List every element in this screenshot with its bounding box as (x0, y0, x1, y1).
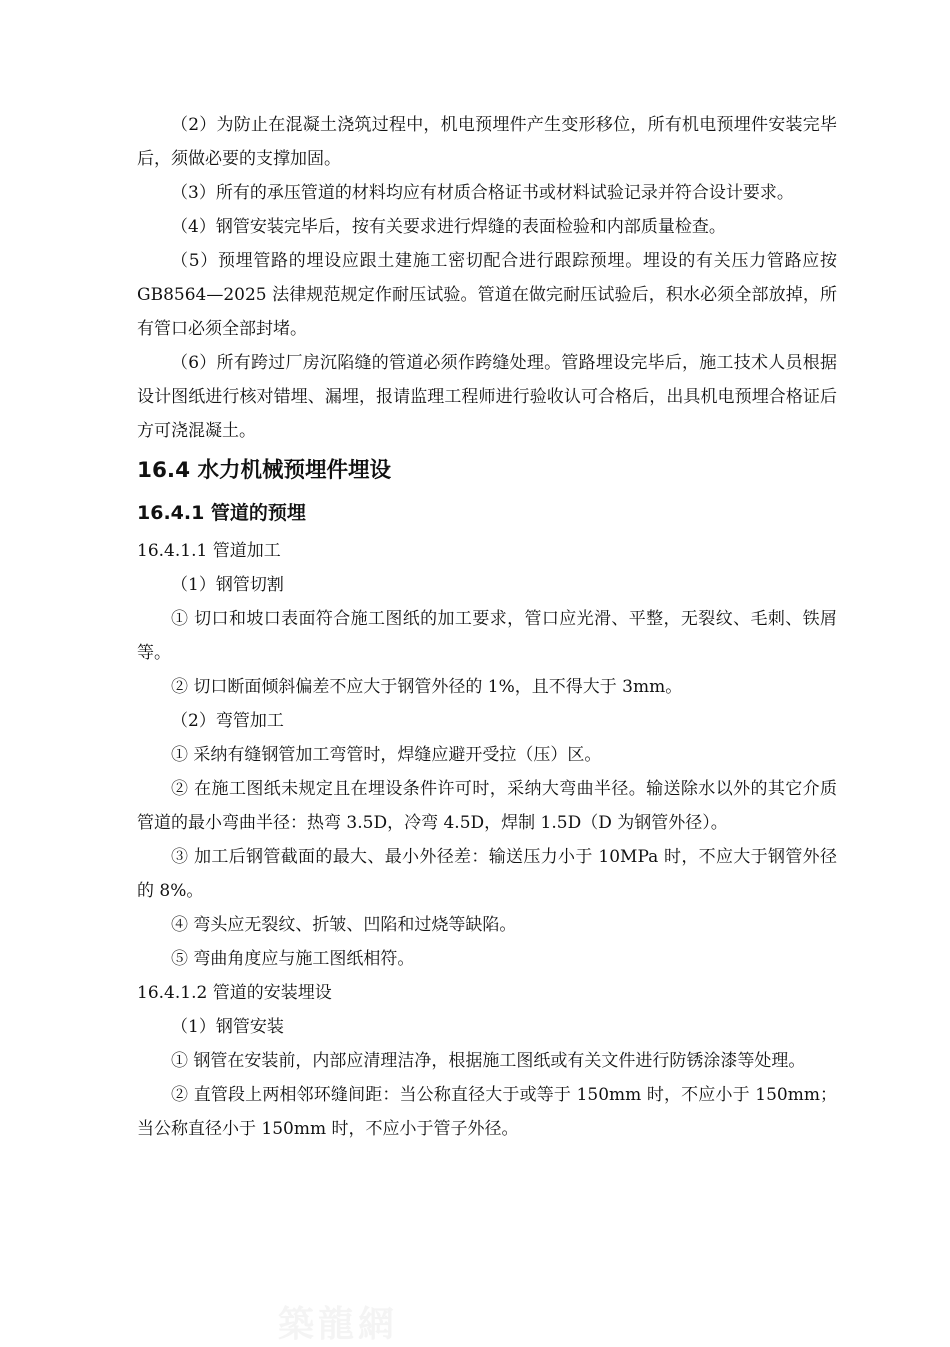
sub-subsection-heading-installation: 16.4.1.2 管道的安装埋设 (137, 983, 332, 1003)
bending-item-2: ② 在施工图纸未规定且在埋设条件许可时，采纳大弯曲半径。输送除水以外的其它介质管道的最小弯曲半径：热弯 3.5D，冷弯 4.5D，焊制 1.5D（D 为钢管外径）。 (137, 779, 837, 833)
section-heading: 16.4 水力机械预埋件埋设 (137, 458, 392, 483)
steel-pipe-installation-heading: （1）钢管安装 (171, 1017, 284, 1037)
pipe-bending-heading: （2）弯管加工 (171, 711, 284, 731)
paragraph-item-3: （3）所有的承压管道的材料均应有材质合格证书或材料试验记录并符合设计要求。 (171, 183, 794, 203)
bending-item-1: ① 采纳有缝钢管加工弯管时，焊缝应避开受拉（压）区。 (171, 745, 602, 765)
document-page (137, 108, 837, 1146)
cutting-item-1: ① 切口和坡口表面符合施工图纸的加工要求，管口应光滑、平整，无裂纹、毛刺、铁屑等。 (137, 609, 837, 663)
watermark-logo: 築龍網 (278, 1303, 399, 1345)
paragraph-item-6: （6）所有跨过厂房沉陷缝的管道必须作跨缝处理。管路埋设完毕后，施工技术人员根据设计图纸进行核对错埋、漏埋，报请监理工程师进行验收认可合格后，出具机电预埋合格证后方可浇混凝土。 (137, 353, 837, 441)
bending-item-4: ④ 弯头应无裂纹、折皱、凹陷和过烧等缺陷。 (171, 915, 517, 935)
paragraph-item-4: （4）钢管安装完毕后，按有关要求进行焊缝的表面检验和内部质量检查。 (171, 217, 726, 237)
steel-pipe-cutting-heading: （1）钢管切割 (171, 575, 284, 595)
bending-item-5: ⑤ 弯曲角度应与施工图纸相符。 (171, 949, 415, 969)
sub-subsection-heading-processing: 16.4.1.1 管道加工 (137, 541, 281, 561)
installation-item-1: ① 钢管在安装前，内部应清理洁净，根据施工图纸或有关文件进行防锈涂漆等处理。 (171, 1051, 806, 1071)
bending-item-3: ③ 加工后钢管截面的最大、最小外径差：输送压力小于 10MPa 时，不应大于钢管外径的 8%。 (137, 847, 837, 901)
installation-item-2: ② 直管段上两相邻环缝间距：当公称直径大于或等于 150mm 时，不应小于 150mm；当公称直径小于 150mm 时，不应小于管子外径。 (137, 1085, 837, 1139)
paragraph-item-2: （2）为防止在混凝土浇筑过程中，机电预埋件产生变形移位，所有机电预埋件安装完毕后，须做必要的支撑加固。 (137, 115, 837, 169)
paragraph-item-5: （5）预埋管路的埋设应跟土建施工密切配合进行跟踪预埋。埋设的有关压力管路应按 GB8564—2025 法律规范规定作耐压试验。管道在做完耐压试验后，积水必须全部放掉，所有管口必须全部封堵。 (137, 251, 837, 339)
cutting-item-2: ② 切口断面倾斜偏差不应大于钢管外径的 1%，且不得大于 3mm。 (171, 677, 683, 697)
subsection-heading: 16.4.1 管道的预埋 (137, 502, 306, 524)
